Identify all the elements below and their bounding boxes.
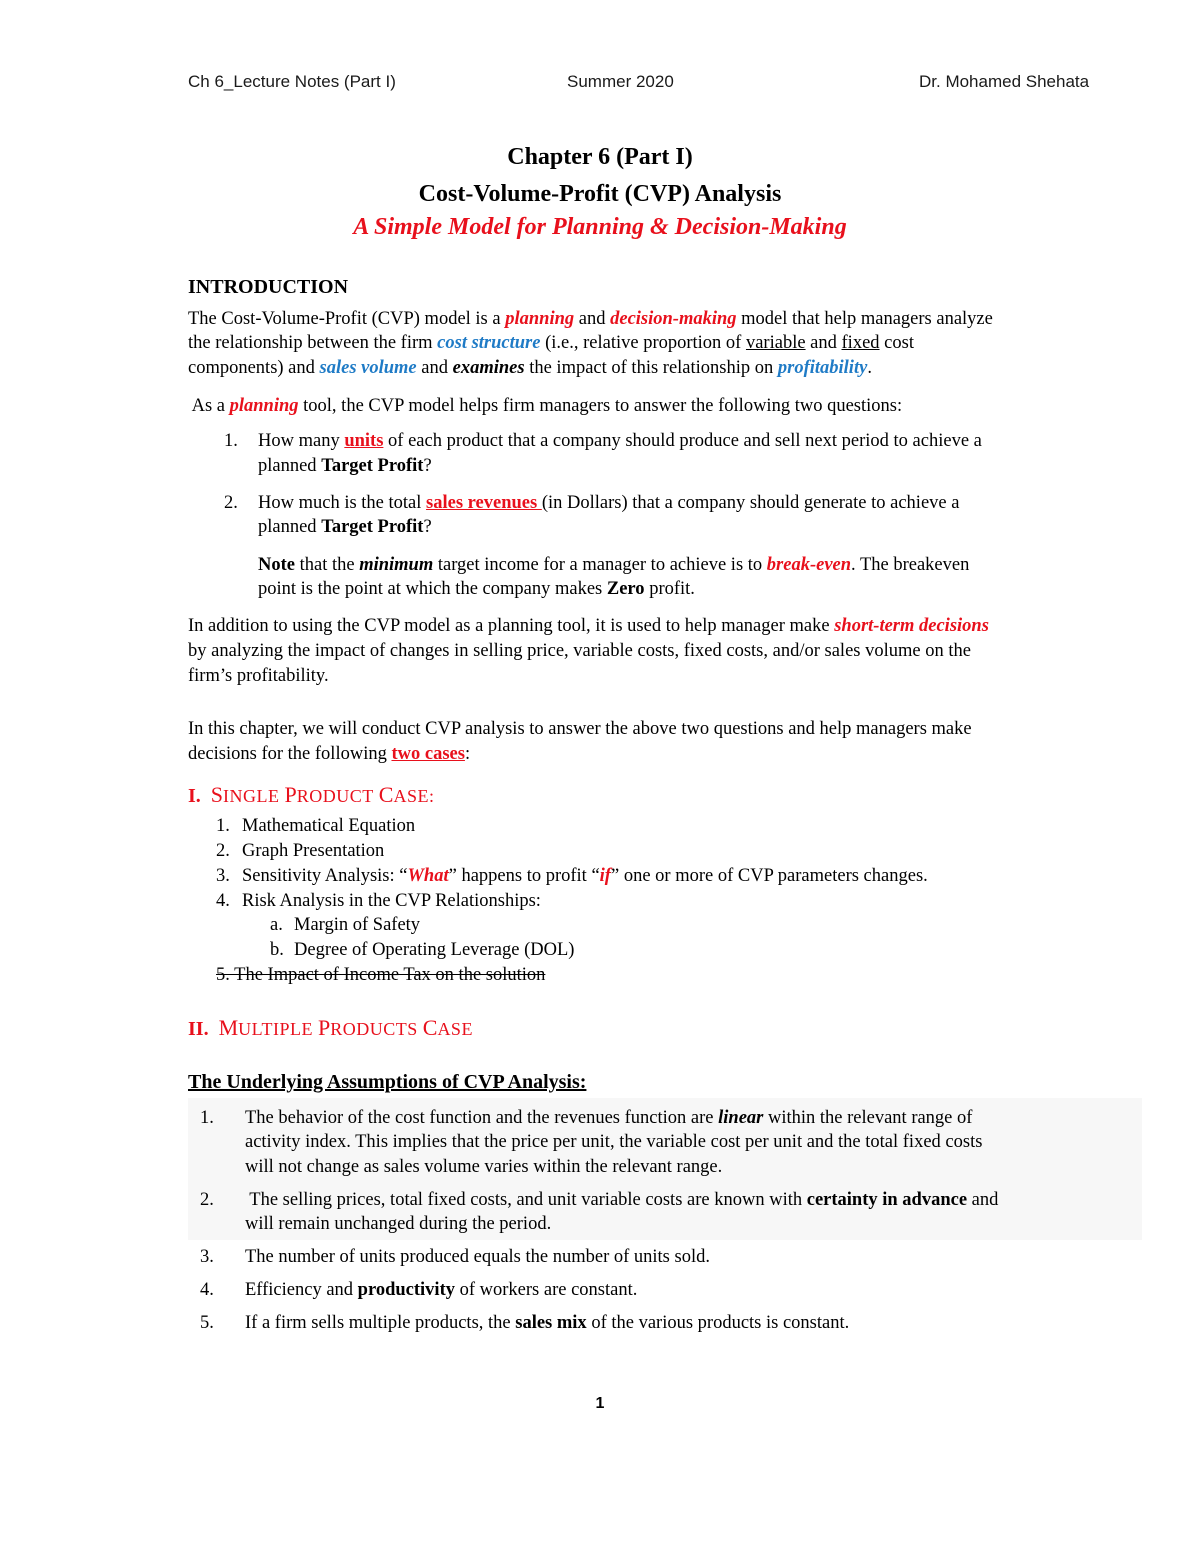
section-1-heading: I. SINGLE PRODUCT CASE: [188,782,435,807]
s1-item-3-number: 3. [216,866,230,886]
decision-making-term: decision-making [610,309,737,329]
section-2-heading: II. MULTIPLE PRODUCTS CASE [188,1015,473,1040]
s1-item-4-number: 4. [216,891,230,911]
chapter-subtitle: A Simple Model for Planning & Decision-Making [353,214,847,240]
s1-item-1: Mathematical Equation [242,816,416,836]
assumption-4-number: 4. [200,1280,214,1300]
intro-p3-line1: In addition to using the CVP model as a planning tool, it is used to help manager make short-term decisions [188,616,989,636]
s1-item-1-number: 1. [216,816,230,836]
assumption-4: Efficiency and productivity of workers are constant. [245,1280,638,1300]
assumption-3-number: 3. [200,1247,214,1267]
assumption-5-number: 5. [200,1313,214,1333]
question-1-line2: planned Target Profit? [258,456,432,476]
sales-volume-term: sales volume [319,358,417,378]
profitability-term: profitability [777,358,868,378]
chapter-topic: Cost-Volume-Profit (CVP) Analysis [418,181,782,207]
assumption-1-line2: activity index. This implies that the price per unit, the variable cost per unit and the total fixed costs [245,1132,983,1152]
intro-p4-line2: decisions for the following two cases: [188,744,471,764]
header-center: Summer 2020 [567,72,674,91]
s1-subitem-a: Margin of Safety [294,915,421,935]
cost-structure-term: cost structure [437,333,541,353]
intro-p4-line1: In this chapter, we will conduct CVP analysis to answer the above two questions and help managers make [188,719,972,739]
planning-term: planning [505,309,575,329]
s1-subitem-b: Degree of Operating Leverage (DOL) [294,940,575,960]
chapter-title: Chapter 6 (Part I) [507,144,693,170]
intro-p3-line2: by analyzing the impact of changes in selling price, variable costs, fixed costs, and/or sales volume on the [188,641,971,661]
intro-p1-line1: The Cost-Volume-Profit (CVP) model is a planning and decision-making model that help managers analyze [188,309,993,329]
intro-heading: INTRODUCTION [188,276,349,298]
s1-item-3: Sensitivity Analysis: “What” happens to profit “if” one or more of CVP parameters changes. [242,866,928,886]
assumption-1-line3: will not change as sales volume varies within the relevant range. [245,1157,723,1177]
header-right: Dr. Mohamed Shehata [919,72,1090,91]
s1-subitem-a-letter: a. [270,915,283,935]
assumption-2-line1: The selling prices, total fixed costs, and unit variable costs are known with certainty in advance and [245,1190,999,1210]
s1-item-4: Risk Analysis in the CVP Relationships: [242,891,541,911]
intro-p3-line3: firm’s profitability. [188,666,329,686]
assumptions-heading: The Underlying Assumptions of CVP Analysis: [188,1071,587,1093]
assumption-1-line1: The behavior of the cost function and the revenues function are linear within the relevant range of [245,1108,973,1128]
note-line1: Note that the minimum target income for a manager to achieve is to break-even. The breakeven [258,555,970,575]
page-number: 1 [595,1395,605,1412]
assumption-5: If a firm sells multiple products, the sales mix of the various products is constant. [245,1313,850,1333]
intro-p1-line3: components) and sales volume and examines the impact of this relationship on profitability. [188,358,872,378]
question-2-line1: How much is the total sales revenues (in Dollars) that a company should generate to achieve a [258,493,960,513]
s1-item-2-number: 2. [216,841,230,861]
s1-struck-item: 5. The Impact of Income Tax on the solution [216,965,546,985]
intro-p2: As a planning tool, the CVP model helps firm managers to answer the following two questions: [188,396,903,416]
assumption-1-number: 1. [200,1108,214,1128]
header-left: Ch 6_Lecture Notes (Part I) [188,72,396,91]
intro-p1-line2: the relationship between the firm cost structure (i.e., relative proportion of variable and fixed cost [188,333,914,353]
s1-item-2: Graph Presentation [242,841,385,861]
assumption-3: The number of units produced equals the number of units sold. [245,1247,710,1267]
s1-subitem-b-letter: b. [270,940,284,960]
assumption-2-number: 2. [200,1190,214,1210]
question-1-line1: How many units of each product that a company should produce and sell next period to achieve a [258,431,982,451]
note-line2: point is the point at which the company makes Zero profit. [258,579,695,599]
question-1-number: 1. [224,431,238,451]
assumption-2-line2: will remain unchanged during the period. [245,1214,552,1234]
question-2-line2: planned Target Profit? [258,517,432,537]
question-2-number: 2. [224,493,238,513]
